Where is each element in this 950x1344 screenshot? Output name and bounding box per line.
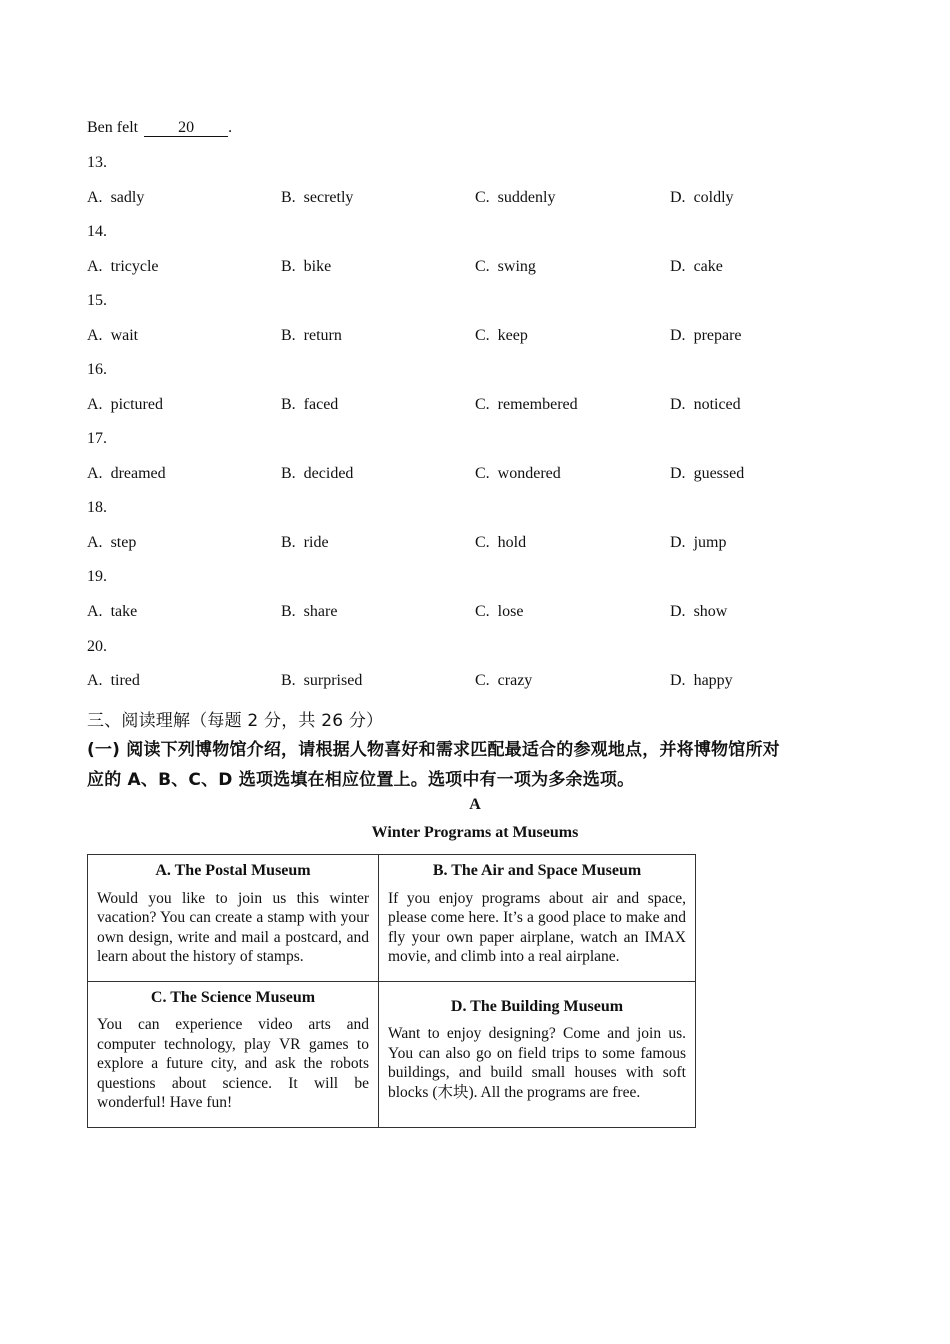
question-number: 15. <box>87 292 107 309</box>
answer-blank: 20 <box>144 120 228 137</box>
option-a <box>87 465 166 483</box>
option-text: tired <box>110 672 140 689</box>
option-letter: A. <box>87 258 103 275</box>
option-text: crazy <box>497 672 533 689</box>
question-number: 13. <box>87 154 107 171</box>
option-a <box>87 258 159 276</box>
cloze-prefix: Ben felt <box>87 119 139 136</box>
option-text: prepare <box>693 327 742 344</box>
option-letter: B. <box>281 327 296 344</box>
option-text: sadly <box>110 189 145 206</box>
option-d <box>670 396 741 414</box>
option-d <box>670 603 727 621</box>
option-b <box>281 534 329 552</box>
option-letter: C. <box>475 603 490 620</box>
option-letter: A. <box>87 534 103 551</box>
option-letter: C. <box>475 327 490 344</box>
option-letter: D. <box>670 465 686 482</box>
option-a <box>87 534 136 552</box>
option-letter: B. <box>281 465 296 482</box>
option-d <box>670 465 744 483</box>
option-text: return <box>303 327 342 344</box>
question-number: 19. <box>87 568 107 585</box>
option-a <box>87 189 144 207</box>
option-text: show <box>693 603 728 620</box>
option-text: keep <box>497 327 528 344</box>
option-text: step <box>110 534 137 551</box>
option-b <box>281 189 353 207</box>
option-letter: A. <box>87 327 103 344</box>
option-b <box>281 672 362 690</box>
option-d <box>670 672 733 690</box>
option-d <box>670 534 726 552</box>
option-text: happy <box>693 672 733 689</box>
passage-title: Winter Programs at Museums <box>371 824 579 841</box>
option-letter: C. <box>475 258 490 275</box>
option-text: noticed <box>693 396 741 413</box>
option-text: faced <box>303 396 339 413</box>
option-letter: A. <box>87 672 103 689</box>
option-c <box>475 258 536 276</box>
option-letter: A. <box>87 603 103 620</box>
option-letter: D. <box>670 603 686 620</box>
section-instruction-line2: 应的 A、B、C、D 选项选填在相应位置上。选项中有一项为多余选项。 <box>87 770 635 790</box>
option-d <box>670 258 723 276</box>
option-text: ride <box>303 534 329 551</box>
option-letter: D. <box>670 672 686 689</box>
option-letter: D. <box>670 327 686 344</box>
question-number: 17. <box>87 430 107 447</box>
option-text: guessed <box>693 465 745 482</box>
option-letter: D. <box>670 189 686 206</box>
option-letter: C. <box>475 189 490 206</box>
option-letter: D. <box>670 258 686 275</box>
option-letter: D. <box>670 396 686 413</box>
option-text: wondered <box>497 465 561 482</box>
museum-title: C. The Science Museum <box>150 988 316 1006</box>
option-d <box>670 189 734 207</box>
option-c <box>475 534 526 552</box>
passage-label: A <box>469 796 481 813</box>
option-letter: B. <box>281 396 296 413</box>
option-b <box>281 327 342 345</box>
option-text: bike <box>303 258 332 275</box>
question-number: 20. <box>87 638 107 655</box>
option-b <box>281 465 353 483</box>
option-letter: D. <box>670 534 686 551</box>
cloze-answer-line <box>87 119 232 137</box>
option-letter: C. <box>475 672 490 689</box>
museum-cell-d <box>379 981 696 1127</box>
option-c <box>475 465 561 483</box>
museum-table <box>87 854 696 1128</box>
option-d <box>670 327 742 345</box>
option-letter: B. <box>281 672 296 689</box>
option-c <box>475 603 523 621</box>
museum-cell-b <box>379 855 696 982</box>
museum-description: You can experience video arts and computer technology, play VR games to explore a future city, and ask the robots questions about science. It will be wonderful! Have fun! <box>97 1016 369 1111</box>
option-c <box>475 327 528 345</box>
option-text: tricycle <box>110 258 159 275</box>
option-text: jump <box>693 534 727 551</box>
option-letter: B. <box>281 534 296 551</box>
option-text: wait <box>110 327 139 344</box>
option-text: surprised <box>303 672 363 689</box>
museum-description: Would you like to join us this winter vacation? You can create a stamp with your own design, write and mail a postcard, and learn about the history of stamps. <box>97 889 369 965</box>
option-text: hold <box>497 534 527 551</box>
section-instruction-line1: (一) 阅读下列博物馆介绍，请根据人物喜好和需求匹配最适合的参观地点，并将博物馆所对 <box>87 740 780 760</box>
museum-title: A. The Postal Museum <box>155 862 311 879</box>
cloze-suffix: . <box>228 119 233 136</box>
option-text: decided <box>303 465 354 482</box>
option-text: lose <box>497 603 524 620</box>
option-letter: A. <box>87 396 103 413</box>
option-text: swing <box>497 258 536 275</box>
museum-description: Want to enjoy designing? Come and join us. You can also go on field trips to some famous buildings, and build small houses with soft blocks (木块). All the programs are free. <box>388 1025 686 1101</box>
option-b <box>281 396 338 414</box>
option-a <box>87 396 163 414</box>
museum-title: B. The Air and Space Museum <box>432 862 642 879</box>
option-text: suddenly <box>497 189 556 206</box>
table-row <box>88 855 696 982</box>
option-letter: C. <box>475 465 490 482</box>
option-letter: C. <box>475 534 490 551</box>
question-number: 14. <box>87 223 107 240</box>
section-title: 三、阅读理解（每题 2 分，共 26 分） <box>87 711 384 731</box>
option-c <box>475 396 578 414</box>
option-b <box>281 603 337 621</box>
option-text: share <box>303 603 338 620</box>
option-text: take <box>110 603 138 620</box>
option-b <box>281 258 331 276</box>
table-row <box>88 981 696 1127</box>
option-letter: B. <box>281 189 296 206</box>
option-letter: A. <box>87 465 103 482</box>
museum-cell-c <box>88 981 379 1127</box>
option-text: cake <box>693 258 723 275</box>
option-a <box>87 672 140 690</box>
museum-title: D. The Building Museum <box>450 997 624 1015</box>
option-text: pictured <box>110 396 163 413</box>
option-letter: A. <box>87 189 103 206</box>
option-letter: B. <box>281 603 296 620</box>
option-c <box>475 189 555 207</box>
museum-cell-a <box>88 855 379 982</box>
option-letter: B. <box>281 258 296 275</box>
option-text: coldly <box>693 189 734 206</box>
option-text: secretly <box>303 189 354 206</box>
option-text: dreamed <box>110 465 166 482</box>
question-number: 18. <box>87 499 107 516</box>
option-c <box>475 672 532 690</box>
option-text: remembered <box>497 396 578 413</box>
option-a <box>87 327 138 345</box>
question-number: 16. <box>87 361 107 378</box>
museum-description: If you enjoy programs about air and space, please come here. It’s a good place to make and fly your own paper airplane, watch an IMAX movie, and climb into a real airplane. <box>388 889 686 965</box>
option-a <box>87 603 137 621</box>
option-letter: C. <box>475 396 490 413</box>
